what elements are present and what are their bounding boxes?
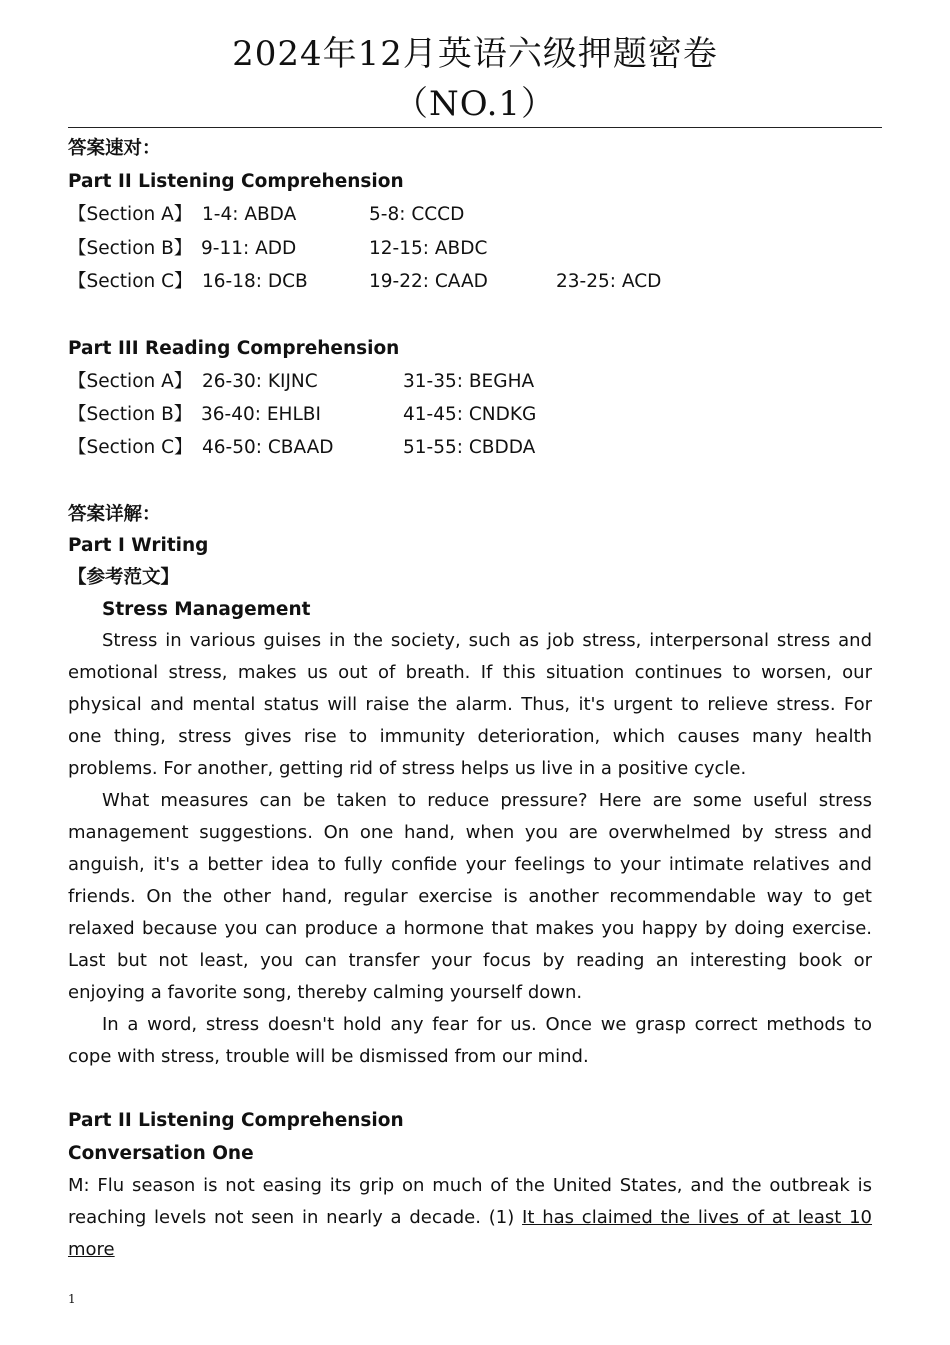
reading-answers-title: Part III Reading Comprehension xyxy=(68,338,400,359)
essay-title: Stress Management xyxy=(102,599,311,620)
essay-paragraph: What measures can be taken to reduce pressure? Here are some useful stress management suggestions. On one hand, when you are overwhelmed by stress and anguish, it's a better idea to fully confide your feelings to your intimate relatives and friends. On the other hand, regular exercise is another recommendable way to get relaxed because you can produce a hormone that makes you happy by doing exercise. Last but not least, you can transfer your focus by reading an interesting book or enjoying a favorite song, thereby calming yourself down. xyxy=(68,790,872,1003)
document-title: 2024年12月英语六级押题密卷 xyxy=(232,34,718,74)
essay-paragraph: Stress in various guises in the society, such as job stress, interpersonal stress and emotional stress, makes us out of breath. If this situation continues to worsen, our physical and mental status will raise the alarm. Thus, it's urgent to relieve stress. For one thing, stress gives rise to immunity deterioration, which causes many health problems. For another, getting rid of stress helps us live in a positive cycle. xyxy=(68,630,872,779)
page-number: 1 xyxy=(68,1292,76,1306)
section-label: 【Section B】 xyxy=(68,238,193,259)
section-label: 【Section A】 xyxy=(68,371,193,392)
answer-range: 12-15: ABDC xyxy=(369,238,488,259)
writing-title: Part I Writing xyxy=(68,535,209,556)
answer-range: 1-4: ABDA xyxy=(202,204,297,225)
listening-detail-title: Part II Listening Comprehension xyxy=(68,1110,404,1131)
section-label: 【Section B】 xyxy=(68,404,193,425)
answer-range: 51-55: CBDDA xyxy=(403,437,536,458)
detail-heading: 答案详解： xyxy=(68,504,161,525)
answer-range: 19-22: CAAD xyxy=(369,271,488,292)
sample-essay-label: 【参考范文】 xyxy=(68,567,180,588)
section-label: 【Section C】 xyxy=(68,437,193,458)
answer-range: 41-45: CNDKG xyxy=(403,404,537,425)
answer-range: 31-35: BEGHA xyxy=(403,371,535,392)
answer-range: 46-50: CBAAD xyxy=(202,437,334,458)
conversation-title: Conversation One xyxy=(68,1143,254,1164)
section-label: 【Section C】 xyxy=(68,271,193,292)
answer-range: 16-18: DCB xyxy=(202,271,308,292)
listening-answers-title: Part II Listening Comprehension xyxy=(68,171,404,192)
answer-range: 36-40: EHLBI xyxy=(201,404,321,425)
answer-range: 5-8: CCCD xyxy=(369,204,465,225)
document-subtitle: （NO.1） xyxy=(393,84,557,124)
underlined-answer-clue: It has claimed the lives of at least 10 more xyxy=(68,1207,872,1260)
quick-answers-heading: 答案速对： xyxy=(68,138,161,159)
essay-paragraph: In a word, stress doesn't hold any fear for us. Once we grasp correct methods to cope with stress, trouble will be dismissed from our mind. xyxy=(68,1014,872,1067)
conversation-body: M: Flu season is not easing its grip on much of the United States, and the outbreak is reaching levels not seen in nearly a decade. (1) xyxy=(68,1175,872,1228)
conversation-text xyxy=(68,1170,872,1266)
title-divider xyxy=(68,127,882,128)
answer-range: 9-11: ADD xyxy=(201,238,297,259)
answer-range: 26-30: KIJNC xyxy=(202,371,318,392)
answer-range: 23-25: ACD xyxy=(556,271,662,292)
section-label: 【Section A】 xyxy=(68,204,193,225)
